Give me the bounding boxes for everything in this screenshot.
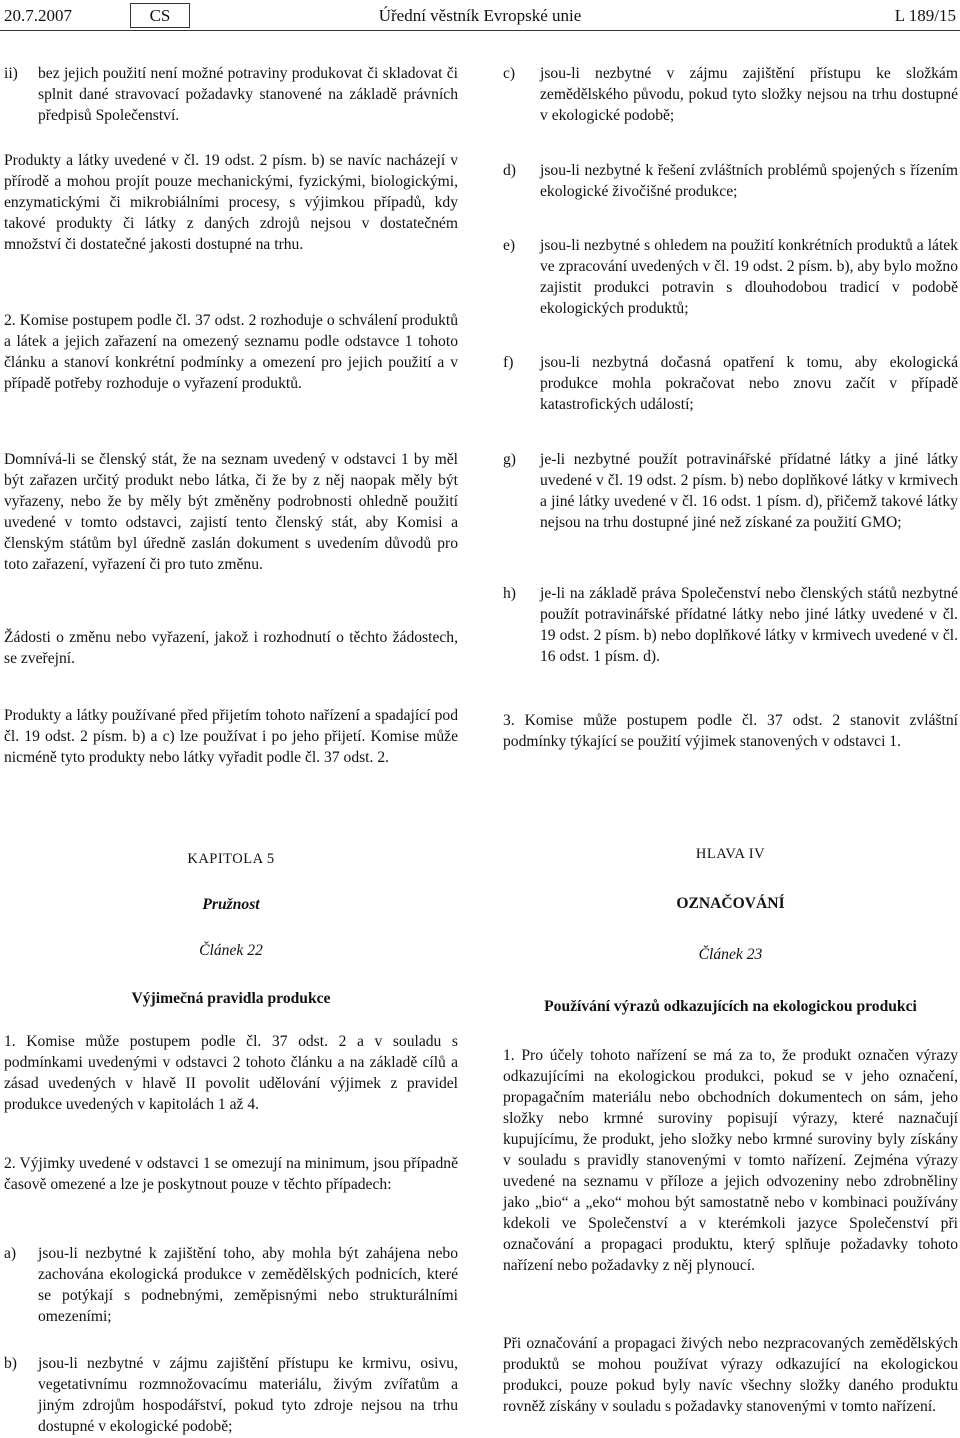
publication-date: 20.7.2007 [4, 6, 72, 25]
list-item-label: h) [503, 585, 516, 602]
article-title: Výjimečná pravidla produkce [131, 990, 331, 1007]
paragraph-art22-1: 1. Komise může postupem podle čl. 37 odst. 2 a v souladu s podmínkami uvedenými v odstavci 2 tohoto článku a na základě cílů a zásad uvedených v hlavě II povolit udělování výjimek z pravidel produkce uvedených v kapitolách 1 až 4. [4, 1033, 458, 1113]
page-header [0, 0, 960, 30]
journal-title: Úřední věstník Evropské unie [378, 6, 582, 25]
paragraph-3: 3. Komise může postupem podle čl. 37 odst. 2 stanovit zvláštní podmínky týkající se použití výjimek stanovených v odstavci 1. [503, 712, 958, 750]
list-item-text: jsou-li nezbytné v zájmu zajištění přístupu ke krmivu, osivu, vegetativnímu rozmnožovacímu materiálu, živým zvířatům a jiným zdrojům hospodářství, pokud tyto zdroje nejsou na trhu dostupné v ekologické podobě; [38, 1355, 458, 1435]
list-item-label: f) [503, 354, 514, 371]
paragraph-2: 2. Komise postupem podle čl. 37 odst. 2 rozhoduje o schválení produktů a látek a jejich zařazení na omezený seznamu podle odstavce 1 tohoto článku a stanoví konkrétní podmínky a omezení pro jejich použití a v případě potřeby rozhoduje o vyřazení produktů. [4, 312, 458, 392]
list-item-label: d) [503, 162, 516, 179]
paragraph-art22-2: 2. Výjimky uvedené v odstavci 1 se omezují na minimum, jsou případně časově omezené a lze je poskytnout pouze v těchto případech: [4, 1155, 458, 1193]
language-code-box: CS [130, 3, 190, 28]
paragraph-transitional: Produkty a látky používané před přijetím tohoto nařízení a spadající pod čl. 19 odst. 2 písm. b) a c) lze používat i po jeho přijetí. Komise může nicméně tyto produkty nebo látky vyřadit podle čl. 37 odst. 2. [4, 707, 458, 766]
list-item-label: g) [503, 451, 516, 468]
list-item-text: je-li na základě práva Společenství nebo členských států nezbytné použít potravinářské přídatné látky nebo jiné látky uvedené v čl. 19 odst. 2 písm. b) nebo doplňkové látky v krmivech uvedené v čl. 16 odst. 1 písm. d). [540, 585, 958, 665]
list-item-text: jsou-li nezbytné s ohledem na použití konkrétních produktů a látek ve zpracování uvedených v čl. 19 odst. 2 písm. b), aby bylo možno zajistit produkci potravin s dlouhodobou tradicí v podobě ekologických produktů; [540, 237, 958, 317]
paragraph-art23-1: 1. Pro účely tohoto nařízení se má za to, že produkt označen výrazy odkazujícími na ekologickou produkci, pokud se v jeho označení, propagačním materiálu nebo obchodních dokumentech on sám, jeho složky nebo krmné suroviny popisují výrazy, které naznačují kupujícímu, že produkt, jeho složky nebo krmné suroviny byly získány v souladu s pravidly stanovenými v tomto nařízení. Zejména výrazy uvedené na seznamu v příloze a jejich odvozeniny nebo zdrobněliny jako „bio“ a „eko“ mohou být samostatně nebo v kombinaci používány kdekoli ve Společenství a v kterémkoli jazyce Společenství při označování a propagaci produktu, který splňuje požadavky tohoto nařízení nebo požadavky z něj plynoucí. [503, 1047, 958, 1274]
article-heading: Článek 23 [698, 946, 763, 963]
list-item-label: e) [503, 237, 516, 254]
list-item-label: a) [4, 1245, 17, 1262]
list-item-text: bez jejich použití není možné potraviny produkovat či skladovat či splnit dané stravovací požadavky stanovené na základě právních předpisů Společenství. [38, 65, 458, 124]
page-reference: L 189/15 [894, 6, 956, 25]
title-name: OZNAČOVÁNÍ [676, 895, 785, 912]
header-divider [0, 30, 960, 31]
list-item-text: jsou-li nezbytná dočasná opatření k tomu, aby ekologická produkce mohla pokračovat nebo znovu začít v případě katastrofických událostí; [540, 354, 958, 413]
title-heading: HLAVA IV [695, 846, 766, 862]
list-item-text: jsou-li nezbytné v zájmu zajištění přístupu ke složkám zemědělského původu, pokud tyto složky nejsou na trhu dostupné v ekologické podobě; [540, 65, 958, 124]
paragraph-requests: Žádosti o změnu nebo vyřazení, jakož i rozhodnutí o těchto žádostech, se zveřejní. [4, 629, 458, 667]
list-item-text: jsou-li nezbytné k řešení zvláštních problémů spojených s řízením ekologické živočišné produkce; [540, 162, 958, 200]
list-item-label: b) [4, 1355, 17, 1372]
list-item-text: jsou-li nezbytné k zajištění toho, aby mohla být zahájena nebo zachována ekologická produkce v zemědělských podnicích, které se potýkají s podnebnými, zeměpisnými nebo strukturálními omezeními; [38, 1245, 458, 1325]
chapter-heading: KAPITOLA 5 [187, 851, 275, 867]
article-title: Používání výrazů odkazujících na ekologickou produkci [544, 998, 917, 1015]
paragraph-natural-origin: Produkty a látky uvedené v čl. 19 odst. 2 písm. b) se navíc nacházejí v přírodě a mohou projít pouze mechanickými, fyzickými, biologickými, enzymatickými či mikrobiálními procesy, s výjimkou případů, kdy takové produkty či látky z daných zdrojů nejsou v dostatečném množství či dostatečné jakosti dostupné na trhu. [4, 152, 458, 253]
paragraph-art23-2: Při označování a propagaci živých nebo nezpracovaných zemědělských produktů se mohou používat výrazy odkazující na ekologickou produkci, pouze pokud byly navíc všechny složky daného produktu rovněž získány v souladu s požadavky stanovenými v tomto nařízení. [503, 1335, 958, 1415]
list-item-label: ii) [4, 65, 18, 82]
list-item-text: je-li nezbytné použít potravinářské přídatné látky a jiné látky uvedené v čl. 19 odst. 2 písm. b) nebo doplňkové látky v krmivech a jiné látky uvedené v čl. 16 odst. 1 písm. d), přičemž takové látky nejsou na trhu dostupné jiné než získané za použití GMO; [540, 451, 958, 531]
paragraph-member-state: Domnívá-li se členský stát, že na seznam uvedený v odstavci 1 by měl být zařazen určitý produkt nebo látka, či že by z něj naopak měly být vyřazeny, nebo že by měly být změněny podrobnosti ohledně použití uvedené v tomto odstavci, zajistí tento členský stát, aby Komisi a členským státům byl úředně zaslán dokument s uvedením důvodů pro toto zařazení, vyřazení či pro tuto změnu. [4, 451, 458, 573]
article-heading: Článek 22 [199, 942, 263, 959]
list-item-label: c) [503, 65, 516, 82]
chapter-title: Pružnost [202, 896, 260, 913]
